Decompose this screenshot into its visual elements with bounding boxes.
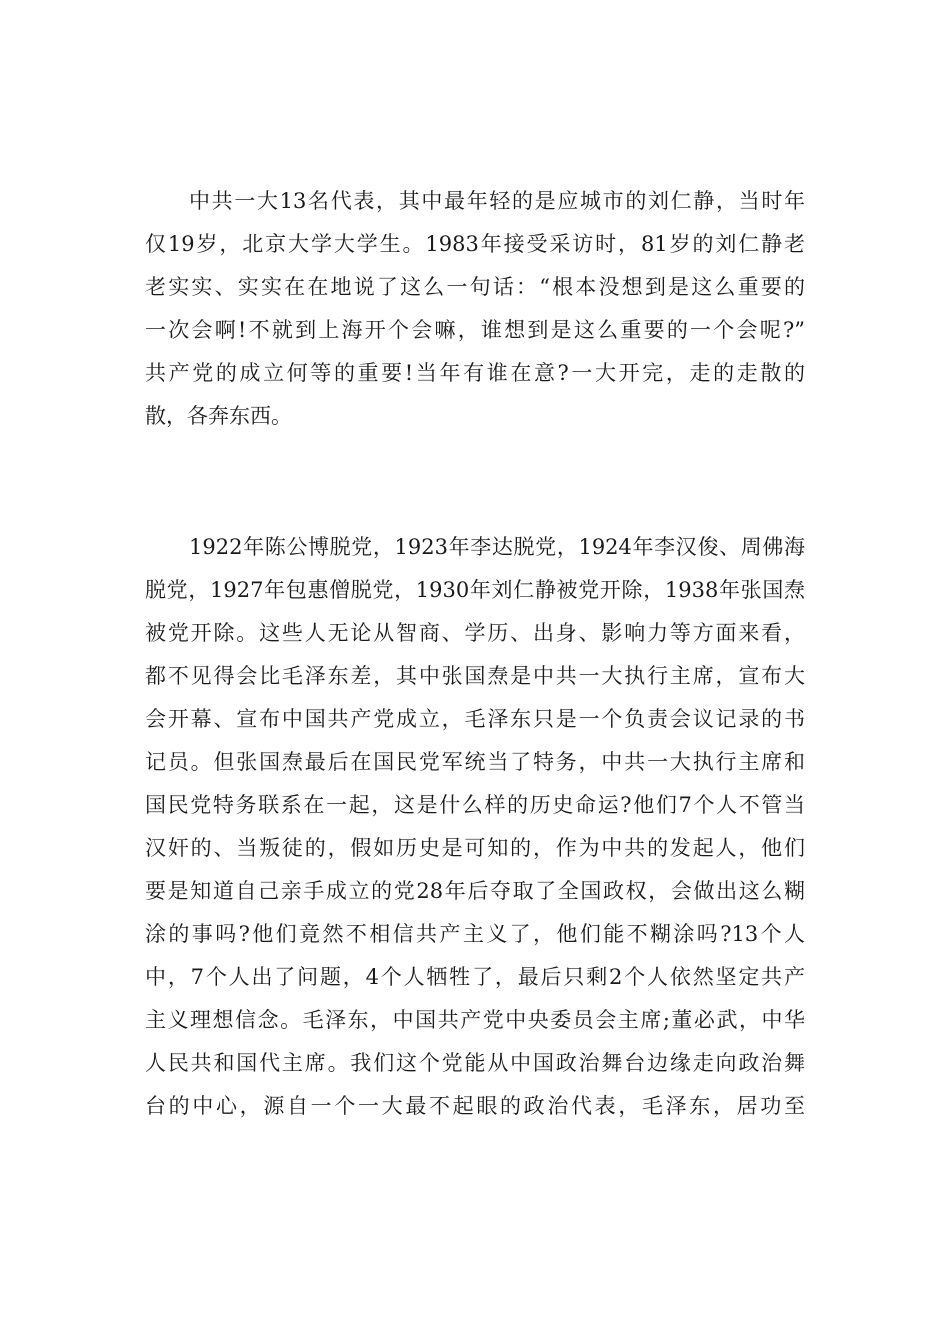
text-line: 被党开除。这些人无论从智商、学历、出身、影响力等方面来看， [145, 621, 805, 645]
text-line: 一次会啊!不就到上海开个会嘛，谁想到是这么重要的一个会呢?” [145, 318, 805, 342]
text-line: 记员。但张国焘最后在国民党军统当了特务，中共一大执行主席和 [145, 750, 805, 774]
text-line: 老实实、实实在在地说了这么一句话：“根本没想到是这么重要的 [145, 275, 805, 299]
text-line: 1922年陈公博脱党，1923年李达脱党，1924年李汉俊、周佛海 [189, 535, 805, 559]
text-line: 主义理想信念。毛泽东，中国共产党中央委员会主席;董必武，中华 [145, 1008, 805, 1032]
text-line: 仅19岁，北京大学大学生。1983年接受采访时，81岁的刘仁静老 [145, 232, 805, 256]
text-line: 脱党，1927年包惠僧脱党，1930年刘仁静被党开除，1938年张国焘 [145, 578, 805, 602]
text-line: 国民党特务联系在一起，这是什么样的历史命运?他们7个人不管当 [145, 793, 805, 817]
text-line: 散，各奔东西。 [145, 404, 292, 428]
text-line: 会开幕、宣布中国共产党成立，毛泽东只是一个负责会议记录的书 [145, 707, 805, 731]
text-line: 都不见得会比毛泽东差，其中张国焘是中共一大执行主席，宣布大 [145, 664, 805, 688]
text-line: 涂的事吗?他们竟然不相信共产主义了，他们能不糊涂吗?13个人 [145, 922, 805, 946]
paragraph-party-members [145, 526, 805, 1128]
text-line: 共产党的成立何等的重要!当年有谁在意?一大开完，走的走散的 [145, 361, 805, 385]
text-line: 汉奸的、当叛徒的，假如历史是可知的，作为中共的发起人，他们 [145, 836, 805, 860]
text-line: 台的中心，源自一个一大最不起眼的政治代表，毛泽东，居功至 [145, 1094, 805, 1118]
paragraph-liu-renjing [145, 180, 805, 438]
text-line: 中，7个人出了问题，4个人牺牲了，最后只剩2个人依然坚定共产 [145, 965, 805, 989]
text-line: 中共一大13名代表，其中最年轻的是应城市的刘仁静，当时年 [189, 189, 805, 213]
text-line: 人民共和国代主席。我们这个党能从中国政治舞台边缘走向政治舞 [145, 1051, 805, 1075]
text-line: 要是知道自己亲手成立的党28年后夺取了全国政权，会做出这么糊 [145, 879, 805, 903]
